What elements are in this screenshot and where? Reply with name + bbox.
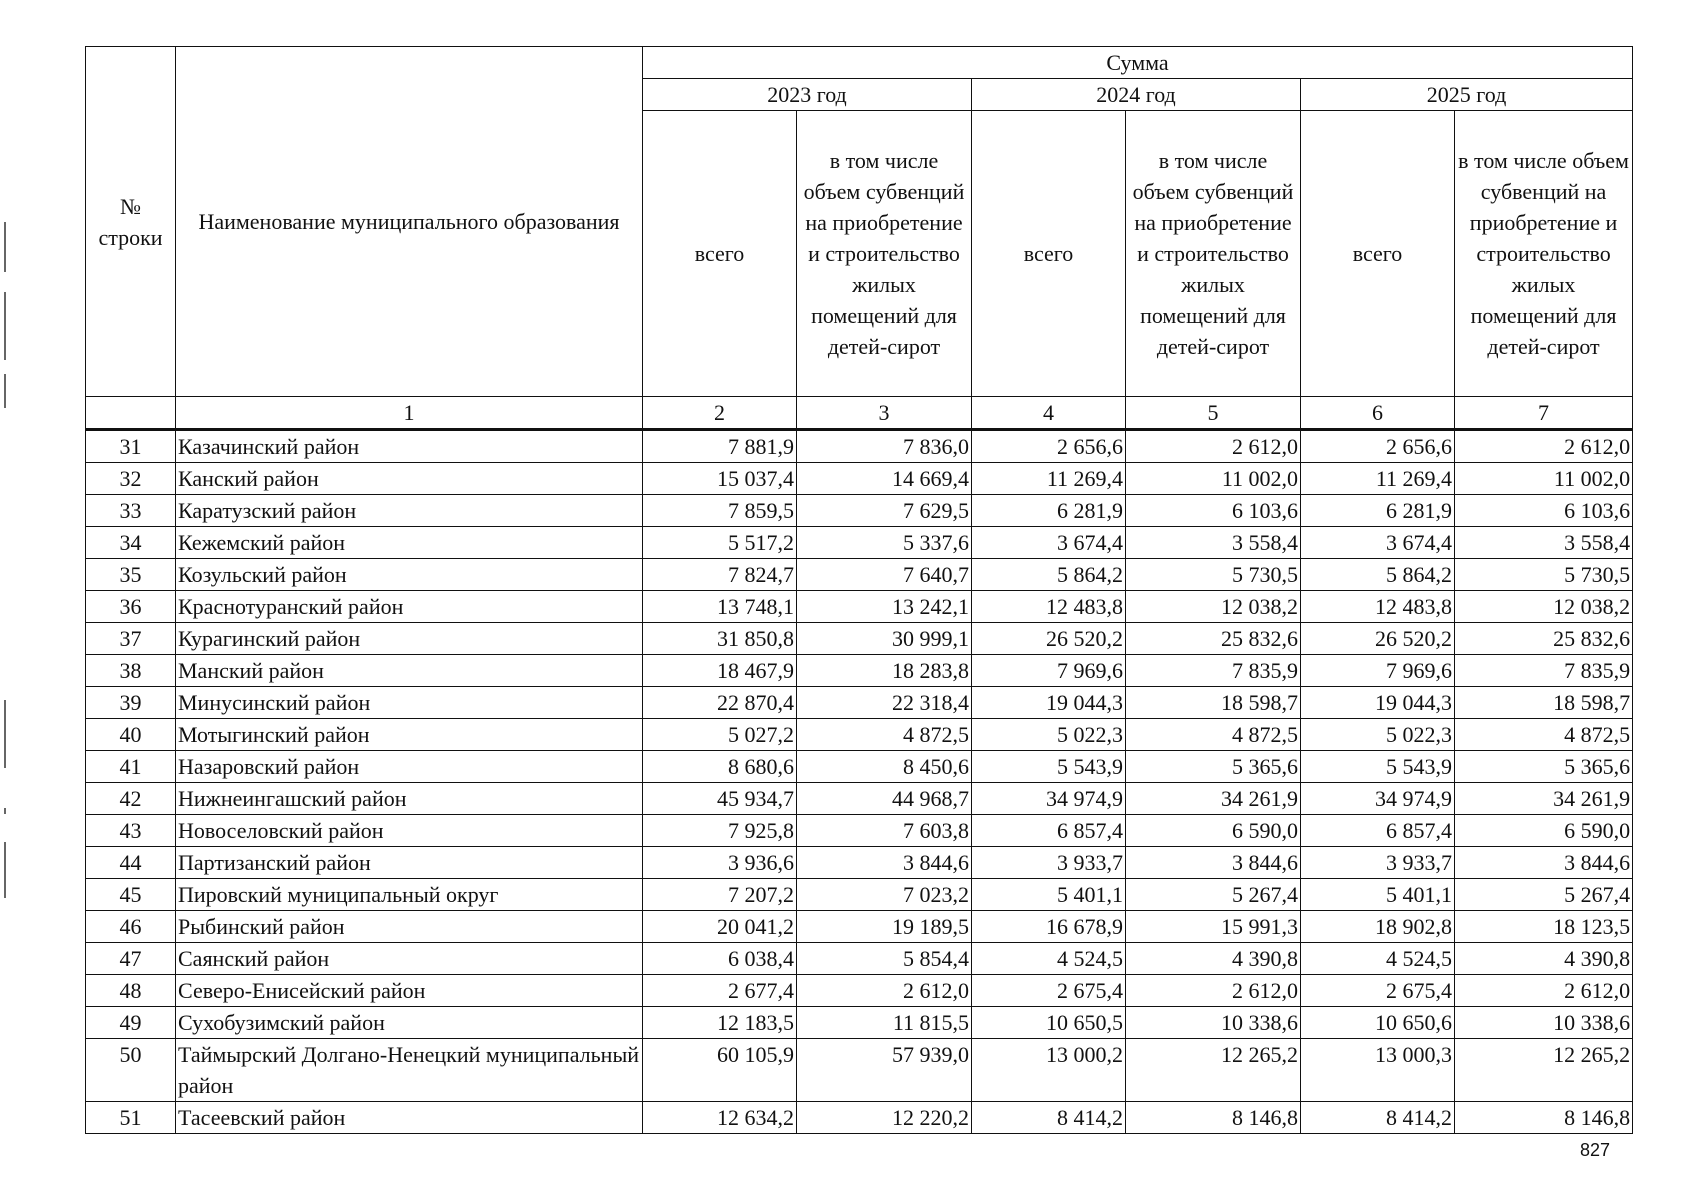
amount-cell: 3 936,6 (643, 847, 797, 879)
amount-cell: 60 105,9 (643, 1039, 797, 1102)
row-number: 35 (86, 559, 176, 591)
municipality-name: Таймырский Долгано-Ненецкий муниципальный район (176, 1039, 643, 1102)
row-number: 39 (86, 687, 176, 719)
row-number: 40 (86, 719, 176, 751)
amount-cell: 13 748,1 (643, 591, 797, 623)
municipality-name: Кежемский район (176, 527, 643, 559)
amount-cell: 12 483,8 (1301, 591, 1455, 623)
amount-cell: 5 365,6 (1455, 751, 1633, 783)
amount-cell: 4 390,8 (1126, 943, 1301, 975)
column-number (86, 397, 176, 430)
table-row (86, 1102, 1633, 1134)
amount-cell: 7 603,8 (797, 815, 972, 847)
amount-cell: 7 925,8 (643, 815, 797, 847)
margin-mark (4, 842, 6, 898)
municipality-name: Казачинский район (176, 430, 643, 463)
row-number: 37 (86, 623, 176, 655)
amount-cell: 6 590,0 (1455, 815, 1633, 847)
row-number: 42 (86, 783, 176, 815)
amount-cell: 6 103,6 (1455, 495, 1633, 527)
amount-cell: 22 318,4 (797, 687, 972, 719)
amount-cell: 5 864,2 (972, 559, 1126, 591)
column-number: 4 (972, 397, 1126, 430)
margin-mark (4, 808, 6, 814)
row-number: 48 (86, 975, 176, 1007)
amount-cell: 4 390,8 (1455, 943, 1633, 975)
amount-cell: 34 261,9 (1455, 783, 1633, 815)
table-row (86, 1007, 1633, 1039)
municipality-name: Козульский район (176, 559, 643, 591)
table-row (86, 655, 1633, 687)
municipality-name: Канский район (176, 463, 643, 495)
margin-mark (4, 700, 6, 768)
amount-cell: 22 870,4 (643, 687, 797, 719)
amount-cell: 7 835,9 (1455, 655, 1633, 687)
amount-cell: 3 844,6 (797, 847, 972, 879)
header-year-2023: 2023 год (643, 79, 972, 111)
column-number: 6 (1301, 397, 1455, 430)
amount-cell: 6 103,6 (1126, 495, 1301, 527)
column-number: 5 (1126, 397, 1301, 430)
amount-cell: 2 612,0 (1455, 975, 1633, 1007)
amount-cell: 3 933,7 (1301, 847, 1455, 879)
header-total-2023: всего (643, 111, 797, 397)
amount-cell: 20 041,2 (643, 911, 797, 943)
amount-cell: 8 680,6 (643, 751, 797, 783)
table-row (86, 591, 1633, 623)
amount-cell: 13 242,1 (797, 591, 972, 623)
amount-cell: 45 934,7 (643, 783, 797, 815)
municipality-name: Манский район (176, 655, 643, 687)
amount-cell: 15 991,3 (1126, 911, 1301, 943)
amount-cell: 10 338,6 (1455, 1007, 1633, 1039)
amount-cell: 5 022,3 (1301, 719, 1455, 751)
amount-cell: 2 656,6 (972, 430, 1126, 463)
amount-cell: 26 520,2 (1301, 623, 1455, 655)
column-number: 7 (1455, 397, 1633, 430)
table-row (86, 911, 1633, 943)
amount-cell: 3 674,4 (1301, 527, 1455, 559)
amount-cell: 18 283,8 (797, 655, 972, 687)
row-number: 32 (86, 463, 176, 495)
amount-cell: 2 675,4 (1301, 975, 1455, 1007)
amount-cell: 8 450,6 (797, 751, 972, 783)
municipality-name: Мотыгинский район (176, 719, 643, 751)
municipality-name: Минусинский район (176, 687, 643, 719)
municipality-name: Рыбинский район (176, 911, 643, 943)
amount-cell: 8 146,8 (1126, 1102, 1301, 1134)
row-number: 51 (86, 1102, 176, 1134)
row-number: 33 (86, 495, 176, 527)
margin-mark (4, 374, 6, 408)
amount-cell: 34 974,9 (1301, 783, 1455, 815)
subsidy-table (85, 46, 1633, 1134)
amount-cell: 5 517,2 (643, 527, 797, 559)
amount-cell: 5 730,5 (1126, 559, 1301, 591)
header-sum: Сумма (643, 47, 1633, 79)
municipality-name: Назаровский район (176, 751, 643, 783)
amount-cell: 5 864,2 (1301, 559, 1455, 591)
municipality-name: Каратузский район (176, 495, 643, 527)
amount-cell: 5 730,5 (1455, 559, 1633, 591)
column-number: 2 (643, 397, 797, 430)
header-total-2025: всего (1301, 111, 1455, 397)
amount-cell: 5 543,9 (972, 751, 1126, 783)
amount-cell: 10 650,6 (1301, 1007, 1455, 1039)
amount-cell: 5 854,4 (797, 943, 972, 975)
amount-cell: 3 558,4 (1126, 527, 1301, 559)
amount-cell: 2 677,4 (643, 975, 797, 1007)
amount-cell: 6 038,4 (643, 943, 797, 975)
amount-cell: 7 824,7 (643, 559, 797, 591)
table-row (86, 495, 1633, 527)
table-row (86, 719, 1633, 751)
amount-cell: 4 872,5 (797, 719, 972, 751)
amount-cell: 2 656,6 (1301, 430, 1455, 463)
amount-cell: 26 520,2 (972, 623, 1126, 655)
amount-cell: 2 612,0 (1126, 430, 1301, 463)
table-row (86, 751, 1633, 783)
amount-cell: 3 933,7 (972, 847, 1126, 879)
row-number: 50 (86, 1039, 176, 1102)
amount-cell: 12 634,2 (643, 1102, 797, 1134)
amount-cell: 16 678,9 (972, 911, 1126, 943)
amount-cell: 19 044,3 (972, 687, 1126, 719)
amount-cell: 2 612,0 (797, 975, 972, 1007)
amount-cell: 7 640,7 (797, 559, 972, 591)
amount-cell: 10 650,5 (972, 1007, 1126, 1039)
amount-cell: 8 414,2 (972, 1102, 1126, 1134)
amount-cell: 3 558,4 (1455, 527, 1633, 559)
row-number: 45 (86, 879, 176, 911)
amount-cell: 30 999,1 (797, 623, 972, 655)
municipality-name: Новоселовский район (176, 815, 643, 847)
municipality-name: Тасеевский район (176, 1102, 643, 1134)
amount-cell: 7 969,6 (1301, 655, 1455, 687)
municipality-name: Пировский муниципальный округ (176, 879, 643, 911)
column-numbers-row (86, 397, 1633, 430)
header-year-2025: 2025 год (1301, 79, 1633, 111)
amount-cell: 5 401,1 (972, 879, 1126, 911)
row-number: 44 (86, 847, 176, 879)
column-number: 3 (797, 397, 972, 430)
amount-cell: 4 524,5 (1301, 943, 1455, 975)
amount-cell: 11 002,0 (1126, 463, 1301, 495)
amount-cell: 13 000,2 (972, 1039, 1126, 1102)
amount-cell: 18 902,8 (1301, 911, 1455, 943)
amount-cell: 25 832,6 (1455, 623, 1633, 655)
amount-cell: 8 414,2 (1301, 1102, 1455, 1134)
header-including-2023: в том числе объем субвенций на приобретение и строительство жилых помещений для детей-сирот (797, 111, 972, 397)
row-number: 47 (86, 943, 176, 975)
row-number: 36 (86, 591, 176, 623)
amount-cell: 3 844,6 (1455, 847, 1633, 879)
amount-cell: 12 483,8 (972, 591, 1126, 623)
municipality-name: Нижнеингашский район (176, 783, 643, 815)
table-row (86, 430, 1633, 463)
table-row (86, 623, 1633, 655)
amount-cell: 5 337,6 (797, 527, 972, 559)
amount-cell: 4 872,5 (1126, 719, 1301, 751)
row-number: 49 (86, 1007, 176, 1039)
amount-cell: 12 038,2 (1455, 591, 1633, 623)
amount-cell: 3 674,4 (972, 527, 1126, 559)
amount-cell: 8 146,8 (1455, 1102, 1633, 1134)
table-row (86, 1039, 1633, 1102)
amount-cell: 6 281,9 (972, 495, 1126, 527)
amount-cell: 6 857,4 (1301, 815, 1455, 847)
column-number: 1 (176, 397, 643, 430)
amount-cell: 10 338,6 (1126, 1007, 1301, 1039)
amount-cell: 12 265,2 (1455, 1039, 1633, 1102)
amount-cell: 34 974,9 (972, 783, 1126, 815)
amount-cell: 5 401,1 (1301, 879, 1455, 911)
amount-cell: 7 836,0 (797, 430, 972, 463)
table-row (86, 687, 1633, 719)
amount-cell: 11 269,4 (972, 463, 1126, 495)
amount-cell: 7 023,2 (797, 879, 972, 911)
amount-cell: 5 267,4 (1455, 879, 1633, 911)
amount-cell: 11 269,4 (1301, 463, 1455, 495)
row-number: 41 (86, 751, 176, 783)
amount-cell: 6 590,0 (1126, 815, 1301, 847)
amount-cell: 7 835,9 (1126, 655, 1301, 687)
amount-cell: 31 850,8 (643, 623, 797, 655)
amount-cell: 2 675,4 (972, 975, 1126, 1007)
municipality-name: Курагинский район (176, 623, 643, 655)
municipality-name: Партизанский район (176, 847, 643, 879)
amount-cell: 11 815,5 (797, 1007, 972, 1039)
amount-cell: 6 857,4 (972, 815, 1126, 847)
amount-cell: 18 467,9 (643, 655, 797, 687)
amount-cell: 18 598,7 (1126, 687, 1301, 719)
margin-mark (4, 292, 6, 360)
amount-cell: 14 669,4 (797, 463, 972, 495)
table-row (86, 559, 1633, 591)
margin-mark (4, 222, 6, 272)
page-number: 827 (1580, 1140, 1611, 1160)
amount-cell: 12 220,2 (797, 1102, 972, 1134)
amount-cell: 4 524,5 (972, 943, 1126, 975)
amount-cell: 15 037,4 (643, 463, 797, 495)
header-including-2025: в том числе объем субвенций на приобретение и строительство жилых помещений для детей-сирот (1455, 111, 1633, 397)
amount-cell: 18 598,7 (1455, 687, 1633, 719)
amount-cell: 11 002,0 (1455, 463, 1633, 495)
row-number: 46 (86, 911, 176, 943)
municipality-name: Сухобузимский район (176, 1007, 643, 1039)
row-number: 43 (86, 815, 176, 847)
table-row (86, 463, 1633, 495)
amount-cell: 7 207,2 (643, 879, 797, 911)
amount-cell: 44 968,7 (797, 783, 972, 815)
amount-cell: 19 044,3 (1301, 687, 1455, 719)
header-including-2024: в том числе объем субвенций на приобретение и строительство жилых помещений для детей-сирот (1126, 111, 1301, 397)
amount-cell: 12 038,2 (1126, 591, 1301, 623)
amount-cell: 3 844,6 (1126, 847, 1301, 879)
amount-cell: 5 365,6 (1126, 751, 1301, 783)
amount-cell: 2 612,0 (1126, 975, 1301, 1007)
row-number: 34 (86, 527, 176, 559)
amount-cell: 12 265,2 (1126, 1039, 1301, 1102)
row-number: 38 (86, 655, 176, 687)
row-number: 31 (86, 430, 176, 463)
municipality-name: Краснотуранский район (176, 591, 643, 623)
table-row (86, 847, 1633, 879)
header-municipality-name: Наименование муниципального образования (176, 47, 643, 397)
table-row (86, 783, 1633, 815)
amount-cell: 12 183,5 (643, 1007, 797, 1039)
header-row-number: № строки (86, 47, 176, 397)
amount-cell: 7 629,5 (797, 495, 972, 527)
header-total-2024: всего (972, 111, 1126, 397)
table-row (86, 975, 1633, 1007)
table-row (86, 943, 1633, 975)
amount-cell: 7 881,9 (643, 430, 797, 463)
amount-cell: 18 123,5 (1455, 911, 1633, 943)
amount-cell: 25 832,6 (1126, 623, 1301, 655)
amount-cell: 7 969,6 (972, 655, 1126, 687)
amount-cell: 57 939,0 (797, 1039, 972, 1102)
amount-cell: 5 027,2 (643, 719, 797, 751)
table-row (86, 879, 1633, 911)
municipality-name: Саянский район (176, 943, 643, 975)
amount-cell: 6 281,9 (1301, 495, 1455, 527)
amount-cell: 34 261,9 (1126, 783, 1301, 815)
table-body (86, 430, 1633, 1134)
municipality-name: Северо-Енисейский район (176, 975, 643, 1007)
amount-cell: 5 267,4 (1126, 879, 1301, 911)
table-row (86, 527, 1633, 559)
amount-cell: 19 189,5 (797, 911, 972, 943)
amount-cell: 5 022,3 (972, 719, 1126, 751)
table-row (86, 815, 1633, 847)
amount-cell: 5 543,9 (1301, 751, 1455, 783)
header-year-2024: 2024 год (972, 79, 1301, 111)
amount-cell: 7 859,5 (643, 495, 797, 527)
amount-cell: 13 000,3 (1301, 1039, 1455, 1102)
amount-cell: 2 612,0 (1455, 430, 1633, 463)
amount-cell: 4 872,5 (1455, 719, 1633, 751)
